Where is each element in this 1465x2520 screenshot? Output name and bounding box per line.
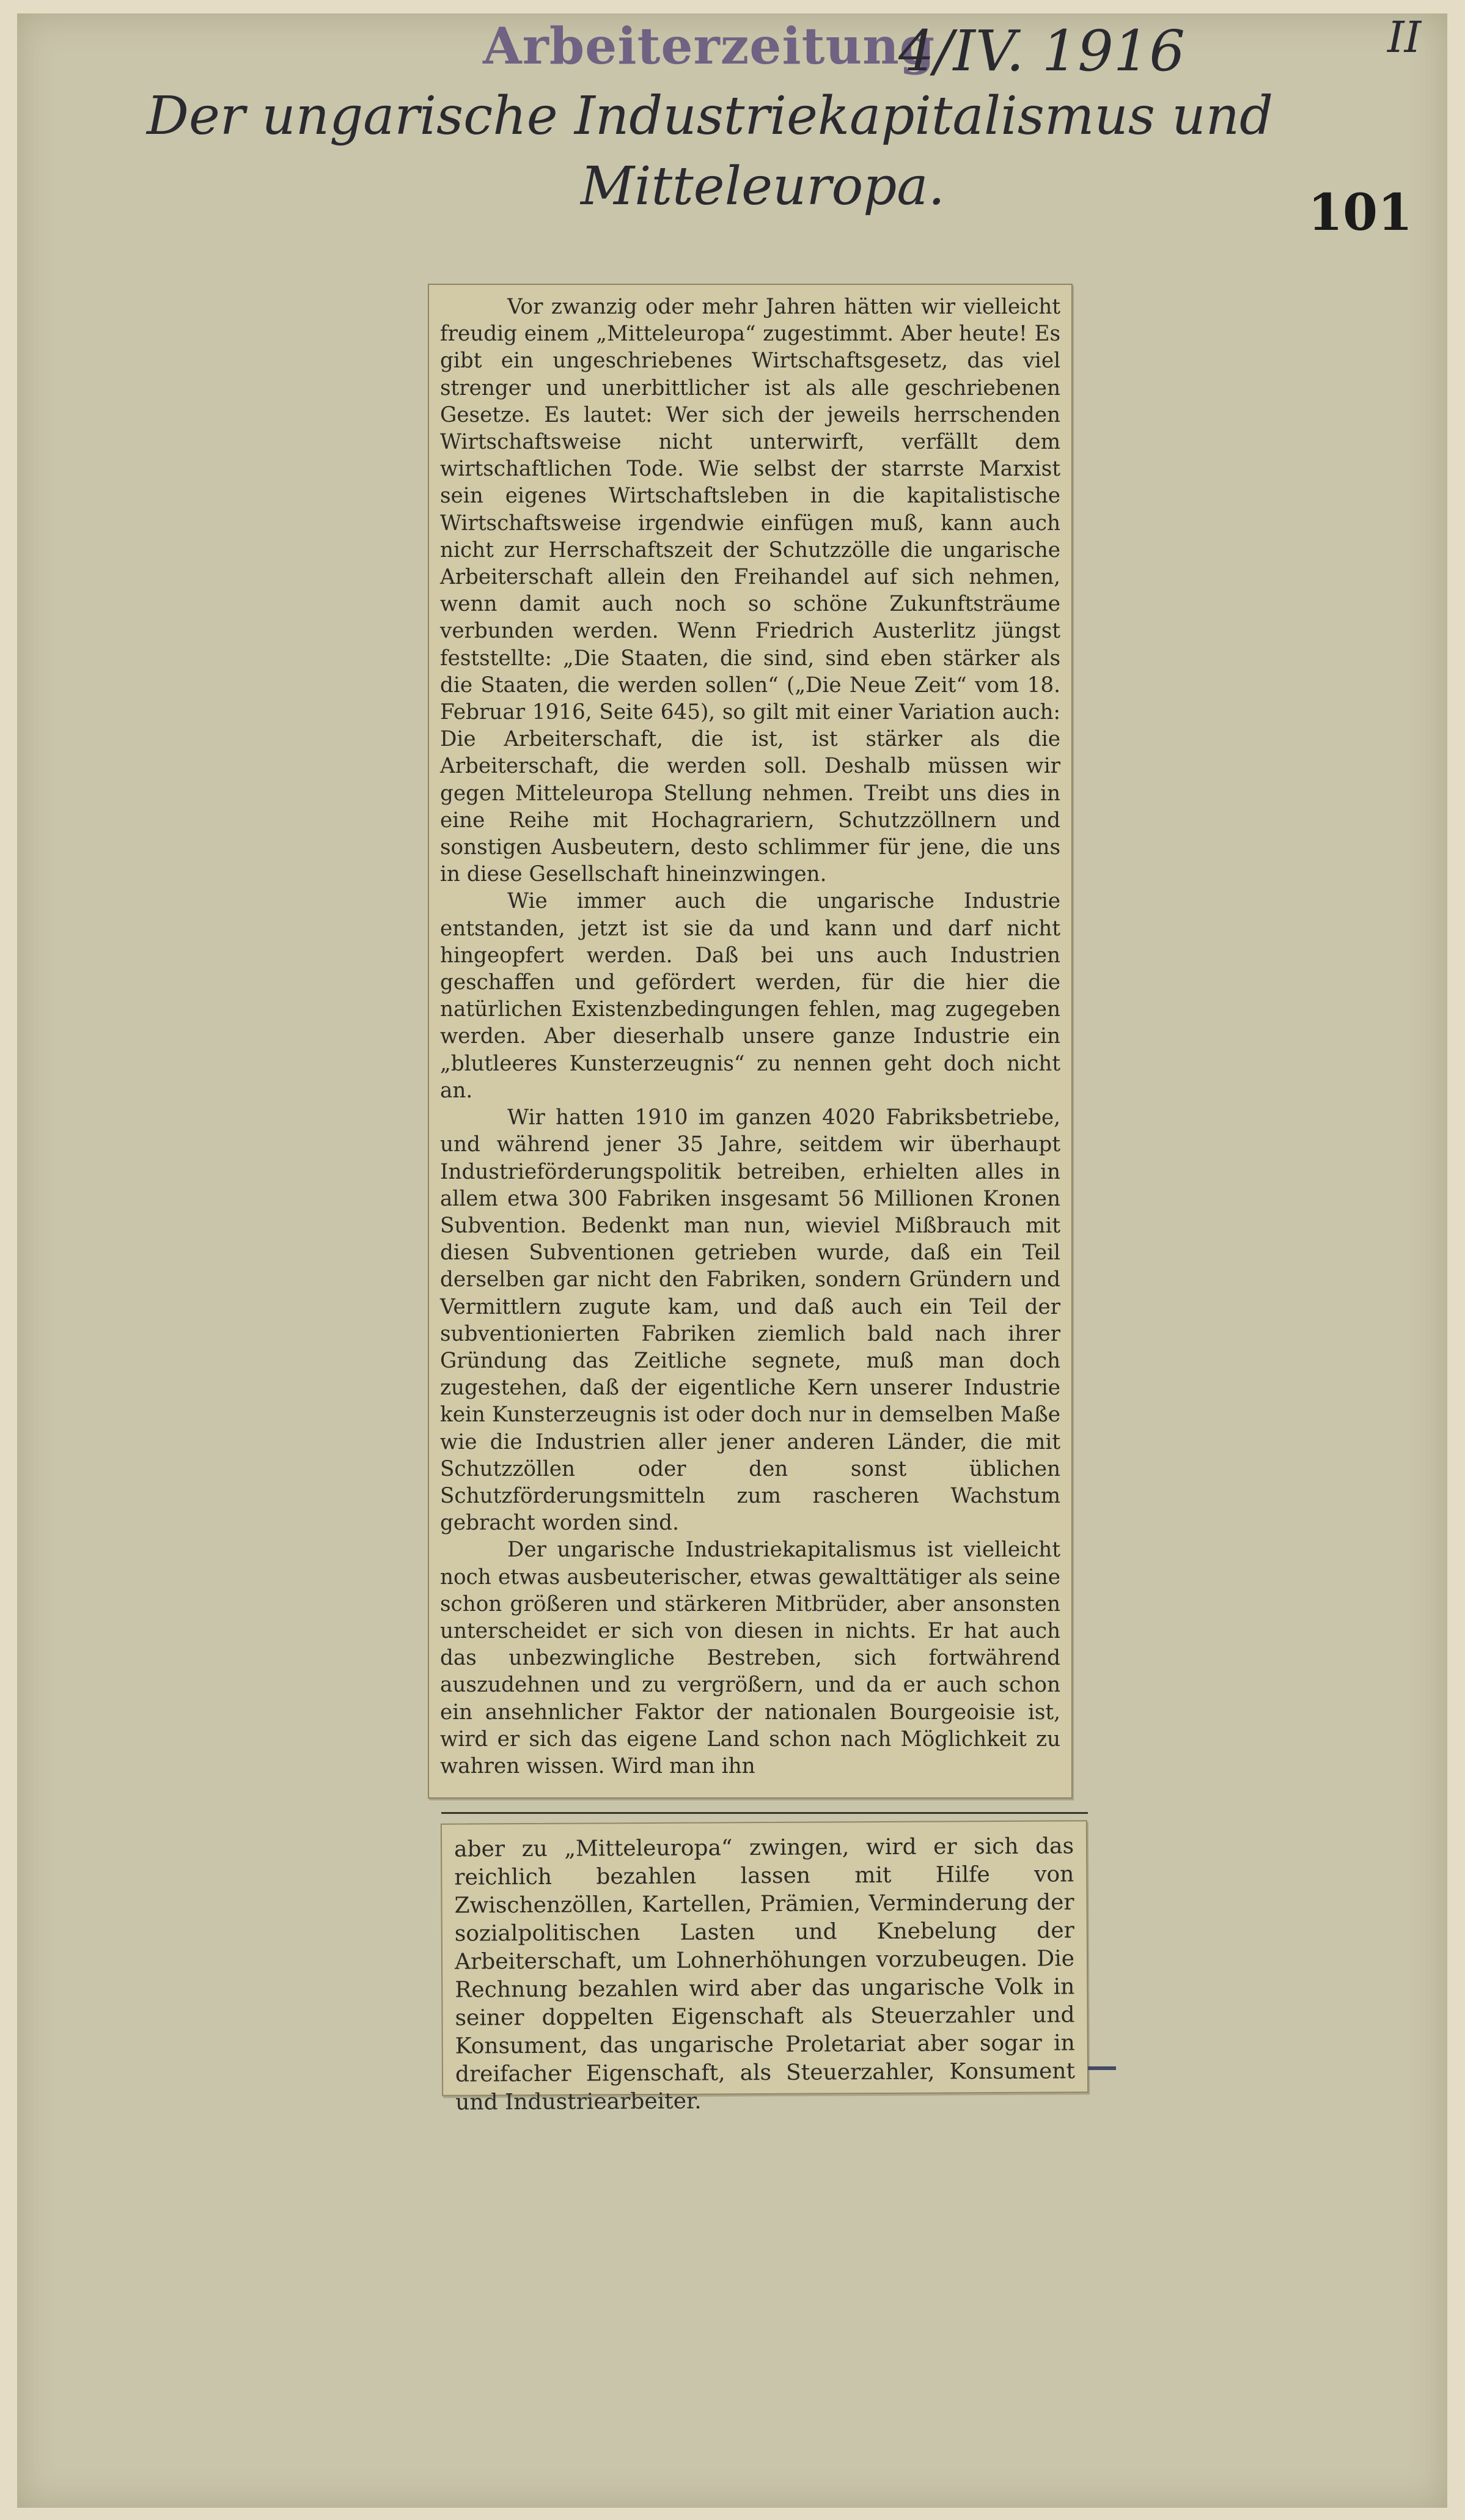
newspaper-stamp: Arbeiterzeitung [483,17,936,76]
article-paragraph: Der ungarische Industriekapitalismus ist vielleicht noch etwas ausbeuterischer, etwas gewalttätiger als seine schon größeren und stärkeren Mitbrüder, aber ansonsten unterscheidet er sich von diesen in nichts. Er hat auch das unbezwingliche Bestreben, sich fortwährend auszudehnen und zu vergrößern, und da er auch schon ein ansehnlicher Faktor der nationalen Bourgeoisie ist, wird er sich das eigene Land schon nach Möglichkeit zu wahren wissen. Wird man ihn [440,1538,1060,1778]
handwritten-date: 4/IV. 1916 [898,18,1185,84]
article-paragraph: Wir hatten 1910 im ganzen 4020 Fabriksbetriebe, und während jener 35 Jahre, seitdem wir überhaupt Industrieförderungspolitik betreiben, erhielten alles in allem etwa 300 Fabriken insgesamt 56 Millionen Kronen Subvention. Bedenkt man nun, wieviel Mißbrauch mit diesen Subventionen getrieben wurde, daß ein Teil derselben gar nicht den Fabriken, sondern Gründern und Vermittlern zugute kam, und daß auch ein Teil der subventionierten Fabriken ziemlich bald nach ihrer Gründung das Zeitliche segnete, muß man doch zugestehen, daß der eigentliche Kern unserer Industrie kein Kunsterzeugnis ist oder doch nur in demselben Maße wie die Industrien aller jener anderen Länder, die mit Schutzzöllen oder den sonst üblichen Schutzförderungsmitteln zum rascheren Wachstum gebracht worden sind. [440,1105,1060,1536]
newspaper-clipping-main [428,284,1073,1799]
handwritten-title-line1: Der ungarische Industriekapitalismus und [147,86,1274,147]
article-paragraph: Vor zwanzig oder mehr Jahren hätten wir vielleicht freudig einem „Mitteleuropa“ zugestimmt. Aber heute! Es gibt ein ungeschriebenes Wirtschaftsgesetz, das viel strenger und unerbittlicher ist als alle geschriebenen Gesetze. Es lautet: Wer sich der jeweils herrschenden Wirtschaftsweise nicht unterwirft, verfällt dem wirtschaftlichen Tode. Wie selbst der starrste Marxist sein eigenes Wirtschaftsleben in die kapitalistische Wirtschaftsweise irgendwie einfügen muß, kann auch nicht zur Herrschaftszeit der Schutzzölle die ungarische Arbeiterschaft allein den Freihandel auf sich nehmen, wenn damit auch noch so schöne Zukunftsträume verbunden werden. Wenn Friedrich Austerlitz jüngst feststellte: „Die Staaten, die sind, sind eben stärker als die Staaten, die werden sollen“ („Die Neue Zeit“ vom 18. Februar 1916, Seite 645), so gilt mit einer Variation auch: Die Arbeiterschaft, die ist, ist stärker als die Arbeiterschaft, die werden soll. Deshalb müssen wir gegen Mitteleuropa Stellung nehmen. Treibt uns dies in eine Reihe mit Hochagrariern, Schutzzöllnern und sonstigen Ausbeutern, desto schlimmer für jene, die uns in diese Gesellschaft hineinzwingen. [440,295,1060,887]
article-paragraph: Wie immer auch die ungarische Industrie entstanden, jetzt ist sie da und kann und darf nicht hingeopfert werden. Daß bei uns auch Industrien geschaffen und gefördert werden, für die hier die natürlichen Existenzbedingungen fehlen, mag zugegeben werden. Aber dieserhalb unsere ganze Industrie ein „blutleeres Kunsterzeugnis“ zu nennen geht doch nicht an. [440,889,1060,1103]
article-continuation: aber zu „Mitteleuropa“ zwingen, wird er sich das reichlich bezahlen lassen mit Hilfe von Zwischenzöllen, Kartellen, Prämien, Verminderung der sozialpolitischen Lasten und Knebelung der Arbeiterschaft, um Lohnerhöhungen vorzubeugen. Die Rechnung bezahlen wird aber das ungarische Volk in seiner doppelten Eigenschaft als Steuerzahler und Konsument, das ungarische Proletariat aber sogar in dreifacher Eigenschaft, als Steuerzahler, Konsument und Industriearbeiter. [453,1833,1076,2115]
clipping-divider [441,1812,1088,1814]
pencil-mark [1088,2066,1116,2070]
newspaper-clipping-continuation [441,1820,1089,2115]
corner-mark: II [1387,12,1422,62]
handwritten-title-line2: Mitteleuropa. [581,156,945,217]
page-number: 101 [1308,183,1413,242]
